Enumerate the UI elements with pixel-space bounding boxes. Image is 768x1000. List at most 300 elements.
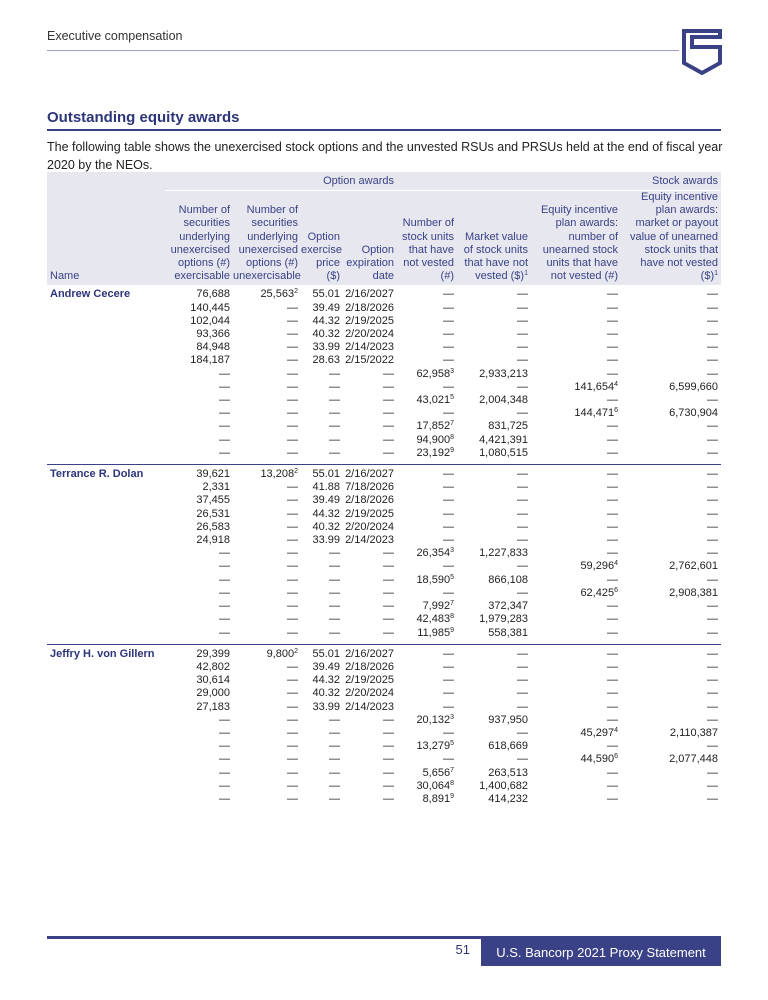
cell-value: — (219, 713, 230, 726)
table-cell (301, 285, 343, 301)
table-row (47, 465, 721, 482)
table-cell (301, 368, 343, 381)
cell-value: 93,366 (196, 328, 230, 341)
col-header-expiration-date: Option expiration date (343, 191, 397, 286)
table-cell (397, 381, 457, 394)
footnote-ref: 3 (450, 367, 454, 375)
cell-value: — (707, 660, 719, 673)
table-cell (621, 740, 721, 753)
name-cell-empty (47, 687, 165, 700)
table-cell (531, 701, 621, 714)
cell-value: — (607, 314, 618, 327)
table-cell (165, 740, 233, 753)
table-cell (531, 368, 621, 381)
footnote-ref: 5 (450, 740, 454, 748)
table-cell (457, 407, 531, 420)
cell-value: — (329, 586, 340, 599)
cell-value: — (443, 301, 454, 314)
table-cell (457, 753, 531, 766)
cell-value: — (219, 626, 230, 639)
table-cell (233, 434, 301, 447)
table-cell (621, 767, 721, 780)
table-cell (301, 481, 343, 494)
footnote-ref: 4 (614, 726, 618, 734)
table-cell (531, 661, 621, 674)
cell-value: — (707, 547, 719, 560)
cell-value: 39,621 (196, 468, 230, 481)
cell-value: 44.32 (312, 314, 340, 327)
table-cell (531, 574, 621, 587)
cell-value: 26,354 (416, 547, 451, 560)
cell-value: — (219, 367, 230, 380)
name-cell-empty (47, 494, 165, 507)
table-cell (531, 740, 621, 753)
cell-value: 29,399 (196, 647, 230, 660)
footnote-ref: 9 (450, 792, 454, 800)
table-cell (233, 613, 301, 626)
cell-value: — (329, 766, 340, 779)
table-row (47, 644, 721, 661)
executive-name: Andrew Cecere (50, 288, 131, 301)
section-header-label: Executive compensation (47, 29, 183, 43)
cell-value: — (329, 420, 340, 433)
table-cell (301, 508, 343, 521)
cell-value: — (329, 613, 340, 626)
table-cell (621, 315, 721, 328)
table-cell (531, 394, 621, 407)
col-header-market-value-note: 1 (524, 270, 528, 278)
cell-value: — (329, 446, 340, 459)
table-cell (343, 407, 397, 420)
table-cell (397, 315, 457, 328)
cell-value: 102,044 (190, 314, 230, 327)
cell-value: — (707, 600, 719, 613)
table-cell (301, 534, 343, 547)
cell-value: 2/20/2024 (345, 328, 394, 341)
table-row (47, 793, 721, 810)
bancorp-shield-icon (680, 29, 722, 75)
table-cell (301, 600, 343, 613)
table-cell (457, 381, 531, 394)
cell-value: 2,762,601 (669, 560, 719, 573)
table-cell (621, 434, 721, 447)
table-cell (457, 600, 531, 613)
cell-value: — (517, 647, 528, 660)
table-cell (531, 560, 621, 573)
table-cell (457, 328, 531, 341)
cell-value: — (443, 341, 454, 354)
table-row (47, 661, 721, 674)
table-cell (343, 574, 397, 587)
cell-value: — (287, 700, 298, 713)
table-cell (621, 600, 721, 613)
name-cell-empty (47, 481, 165, 494)
table-cell (301, 328, 343, 341)
table-cell (301, 644, 343, 661)
table-cell (233, 534, 301, 547)
table-cell (397, 285, 457, 301)
cell-value: — (329, 380, 340, 393)
table-cell (301, 407, 343, 420)
name-cell-empty (47, 354, 165, 367)
cell-value: — (287, 507, 298, 520)
table-cell (233, 368, 301, 381)
table-cell (301, 560, 343, 573)
cell-value: — (607, 341, 618, 354)
cell-value: — (287, 713, 298, 726)
table-cell (165, 661, 233, 674)
table-cell (457, 494, 531, 507)
cell-value: — (383, 446, 394, 459)
name-cell-empty (47, 661, 165, 674)
cell-value: — (443, 328, 454, 341)
cell-value: — (219, 792, 230, 805)
table-cell (457, 547, 531, 560)
cell-value: — (219, 547, 230, 560)
table-cell (233, 302, 301, 315)
table-cell (165, 508, 233, 521)
table-cell (165, 753, 233, 766)
table-cell (165, 701, 233, 714)
footnote-ref: 4 (614, 560, 618, 568)
table-cell (531, 753, 621, 766)
cell-value: — (707, 534, 719, 547)
cell-value: — (287, 367, 298, 380)
table-cell (165, 687, 233, 700)
cell-value: — (287, 626, 298, 639)
table-cell (165, 368, 233, 381)
name-cell-empty (47, 753, 165, 766)
cell-value: — (219, 560, 230, 573)
cell-value: — (607, 534, 618, 547)
table-cell (531, 674, 621, 687)
name-cell-empty (47, 767, 165, 780)
table-cell (397, 780, 457, 793)
table-cell (165, 481, 233, 494)
cell-value: — (329, 779, 340, 792)
cell-value: 2/14/2023 (345, 700, 394, 713)
footnote-ref: 6 (614, 586, 618, 594)
table-cell (531, 644, 621, 661)
executive-name: Jeffry H. von Gillern (47, 644, 165, 661)
cell-value: — (383, 407, 394, 420)
table-cell (457, 793, 531, 810)
table-cell (165, 727, 233, 740)
table-cell (343, 767, 397, 780)
cell-value: — (707, 520, 719, 533)
table-cell (397, 613, 457, 626)
cell-value: 23,192 (416, 446, 451, 459)
cell-value: — (707, 494, 719, 507)
footnote-ref: 5 (450, 573, 454, 581)
awards-table-body (47, 285, 721, 810)
table-cell (397, 740, 457, 753)
table-cell (397, 481, 457, 494)
cell-value: 2/16/2027 (345, 647, 394, 660)
cell-value: — (707, 354, 719, 367)
cell-value: — (383, 394, 394, 407)
cell-value: — (329, 433, 340, 446)
table-cell (343, 315, 397, 328)
cell-value: — (607, 792, 618, 805)
table-cell (343, 447, 397, 465)
table-cell (397, 547, 457, 560)
executive-name: Terrance R. Dolan (47, 465, 165, 482)
table-cell (621, 465, 721, 482)
cell-value: — (287, 726, 298, 739)
table-row (47, 627, 721, 645)
table-cell (233, 407, 301, 420)
cell-value: — (383, 779, 394, 792)
cell-value: 39.49 (312, 494, 340, 507)
table-cell (621, 534, 721, 547)
col-header-units-not-vested: Number of stock units that have not vested (#) (397, 191, 457, 286)
cell-value: — (607, 328, 618, 341)
table-cell (301, 494, 343, 507)
footnote-ref: 6 (614, 753, 618, 761)
name-cell-empty (47, 394, 165, 407)
table-cell (165, 793, 233, 810)
name-cell-empty (47, 534, 165, 547)
cell-value: — (607, 573, 618, 586)
table-cell (397, 341, 457, 354)
cell-value: — (383, 726, 394, 739)
table-cell (397, 494, 457, 507)
cell-value: — (287, 560, 298, 573)
table-cell (457, 560, 531, 573)
table-row (47, 341, 721, 354)
table-cell (301, 447, 343, 465)
table-cell (531, 447, 621, 465)
cell-value: 6,730,904 (669, 407, 719, 420)
cell-value: — (707, 766, 719, 779)
table-cell (301, 420, 343, 433)
cell-value: — (607, 446, 618, 459)
name-cell-empty (47, 521, 165, 534)
cell-value: — (607, 367, 618, 380)
cell-value: — (287, 494, 298, 507)
cell-value: — (607, 613, 618, 626)
cell-value: 2,331 (202, 481, 230, 494)
cell-value: — (517, 660, 528, 673)
cell-value: — (287, 547, 298, 560)
cell-value: — (329, 600, 340, 613)
table-cell (343, 434, 397, 447)
table-cell (531, 727, 621, 740)
table-cell (165, 407, 233, 420)
cell-value: 25,563 (260, 288, 295, 301)
table-cell (301, 574, 343, 587)
table-cell (621, 508, 721, 521)
table-cell (301, 613, 343, 626)
table-cell (233, 560, 301, 573)
cell-value: — (707, 341, 719, 354)
table-cell (165, 521, 233, 534)
cell-value: — (517, 726, 528, 739)
cell-value: — (607, 779, 618, 792)
table-row (47, 447, 721, 465)
table-cell (621, 574, 721, 587)
cell-value: 866,108 (488, 573, 528, 586)
cell-value: 2/18/2026 (345, 660, 394, 673)
cell-value: 44.32 (312, 674, 340, 687)
table-cell (397, 714, 457, 727)
table-cell (233, 714, 301, 727)
table-cell (343, 285, 397, 301)
table-cell (343, 328, 397, 341)
col-header-market-value (457, 191, 531, 286)
cell-value: — (219, 766, 230, 779)
table-cell (621, 727, 721, 740)
cell-value: — (219, 613, 230, 626)
cell-value: 2/19/2025 (345, 674, 394, 687)
cell-value: 39.49 (312, 660, 340, 673)
table-cell (165, 547, 233, 560)
cell-value: 2/18/2026 (345, 494, 394, 507)
table-row (47, 534, 721, 547)
cell-value: 2/16/2027 (345, 288, 394, 301)
cell-value: 62,425 (580, 586, 615, 599)
table-cell (621, 381, 721, 394)
cell-value: — (383, 367, 394, 380)
name-cell-empty (47, 560, 165, 573)
cell-value: — (707, 314, 719, 327)
cell-value: 2/16/2027 (345, 468, 394, 481)
cell-value: — (287, 520, 298, 533)
cell-value: — (607, 301, 618, 314)
table-cell (233, 674, 301, 687)
cell-value: — (707, 288, 719, 301)
table-cell (233, 494, 301, 507)
table-cell (531, 547, 621, 560)
table-cell (457, 727, 531, 740)
cell-value: — (219, 394, 230, 407)
cell-value: — (517, 328, 528, 341)
table-row (47, 434, 721, 447)
name-cell-empty (47, 315, 165, 328)
name-cell-empty (47, 381, 165, 394)
cell-value: 558,381 (488, 626, 528, 639)
cell-value: 11,985 (417, 626, 451, 639)
table-row (47, 600, 721, 613)
table-row (47, 302, 721, 315)
cell-value: — (443, 586, 454, 599)
cell-value: — (329, 560, 340, 573)
table-cell (457, 714, 531, 727)
table-cell (165, 381, 233, 394)
footnote-ref: 9 (450, 446, 454, 454)
table-cell (233, 465, 301, 482)
table-cell (457, 368, 531, 381)
table-row (47, 420, 721, 433)
cell-value: — (443, 314, 454, 327)
table-cell (621, 368, 721, 381)
cell-value: — (443, 660, 454, 673)
column-header-row (47, 191, 721, 286)
cell-value: — (383, 420, 394, 433)
table-cell (233, 727, 301, 740)
cell-value: 184,187 (190, 354, 230, 367)
table-cell (301, 627, 343, 645)
cell-value: — (607, 481, 618, 494)
table-cell (301, 434, 343, 447)
table-cell (457, 420, 531, 433)
name-cell-empty (47, 420, 165, 433)
cell-value: — (607, 647, 618, 660)
cell-value: — (707, 301, 719, 314)
table-cell (621, 687, 721, 700)
table-cell (531, 285, 621, 301)
cell-value: — (443, 468, 454, 481)
cell-value: — (607, 420, 618, 433)
cell-value: — (287, 433, 298, 446)
table-cell (343, 740, 397, 753)
cell-value: — (219, 407, 230, 420)
cell-value: 2/14/2023 (345, 534, 394, 547)
footnote-ref: 7 (450, 766, 454, 774)
table-cell (457, 341, 531, 354)
table-cell (457, 534, 531, 547)
table-cell (457, 661, 531, 674)
cell-value: — (443, 753, 454, 766)
cell-value: — (707, 394, 719, 407)
col-header-payout-value (621, 191, 721, 286)
name-cell-empty (47, 701, 165, 714)
cell-value: 4,421,391 (479, 433, 528, 446)
name-cell-empty (47, 613, 165, 626)
cell-value: — (219, 573, 230, 586)
page-number: 51 (455, 942, 470, 957)
table-row (47, 315, 721, 328)
cell-value: — (607, 354, 618, 367)
footnote-ref: 7 (450, 420, 454, 428)
table-cell (457, 687, 531, 700)
table-cell (531, 494, 621, 507)
table-cell (621, 521, 721, 534)
cell-value: — (707, 779, 719, 792)
cell-value: — (383, 740, 394, 753)
cell-value: — (517, 560, 528, 573)
cell-value: 2/19/2025 (345, 314, 394, 327)
table-row (47, 560, 721, 573)
table-cell (343, 302, 397, 315)
cell-value: — (287, 534, 298, 547)
table-cell (457, 481, 531, 494)
cell-value: — (607, 740, 618, 753)
table-cell (457, 315, 531, 328)
table-cell (165, 354, 233, 367)
name-cell-empty (47, 627, 165, 645)
cell-value: — (383, 792, 394, 805)
cell-value: — (517, 354, 528, 367)
table-cell (233, 394, 301, 407)
cell-value: 7/18/2026 (345, 481, 394, 494)
table-cell (301, 547, 343, 560)
cell-value: 9,800 (266, 647, 295, 660)
table-row (47, 481, 721, 494)
cell-value: 41.88 (312, 481, 340, 494)
table-cell (531, 328, 621, 341)
table-cell (457, 447, 531, 465)
table-cell (343, 381, 397, 394)
table-cell (343, 481, 397, 494)
table-cell (531, 767, 621, 780)
table-cell (301, 701, 343, 714)
table-cell (457, 354, 531, 367)
name-cell-empty (47, 328, 165, 341)
cell-value: — (329, 573, 340, 586)
cell-value: 27,183 (196, 700, 230, 713)
